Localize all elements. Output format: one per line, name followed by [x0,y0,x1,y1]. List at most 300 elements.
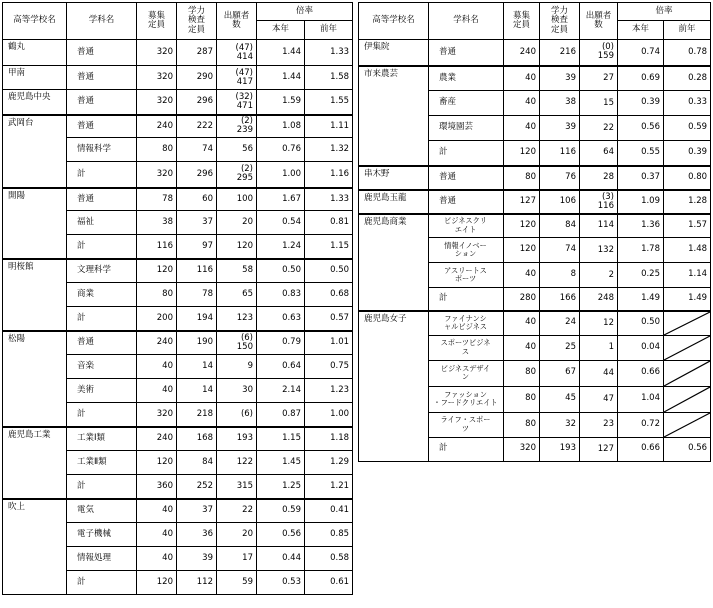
ratio-last-year-cell: 1.55 [305,90,353,115]
applicants-cell [580,437,618,461]
capacity-cell: 80 [504,412,540,437]
applicants-recommended-count: (32) [235,91,253,102]
ratio-last-year-cell: 0.39 [664,141,711,166]
school-name-cell: 鹿児島玉龍 [359,190,429,214]
test-capacity-cell: 24 [540,311,580,336]
table-row [359,66,711,91]
ratio-this-year-cell: 1.04 [618,386,664,412]
ratio-last-year-na-cell [664,335,711,360]
course-name-cell: アスリートス ポーツ [429,263,504,288]
ratio-last-year-cell: 1.49 [664,288,711,311]
ratio-last-year-na-cell [664,360,711,386]
course-name-cell: 計 [429,141,504,166]
ratio-this-year-cell: 0.04 [618,335,664,360]
ratio-this-year-cell: 0.56 [618,116,664,141]
ratio-this-year-cell: 0.74 [618,40,664,66]
applicants-count: 17 [242,553,253,564]
test-capacity-cell: 74 [540,238,580,263]
capacity-cell: 120 [504,141,540,166]
applicants-cell [580,91,618,116]
applicants-recommended-count: (6) [240,332,253,343]
ratio-this-year-cell: 1.44 [257,66,305,90]
test-capacity-cell: 8 [540,263,580,288]
applicants-cell [217,403,257,427]
applicants-count: 122 [236,457,253,468]
course-name-cell: ビジネスデザイ ン [429,360,504,386]
school-name-cell: 鹿児島工業 [3,427,67,499]
test-capacity-cell: 14 [177,355,217,379]
course-name-cell: 計 [67,475,137,499]
applicants-count: 100 [236,193,253,204]
applicants-count: 22 [242,505,253,516]
applicants-count: 193 [236,433,253,444]
applicants-cell [580,311,618,336]
test-capacity-cell: 32 [540,412,580,437]
applicants-cell [580,190,618,214]
ratio-this-year-cell: 0.83 [257,283,305,307]
applicants-count: 9 [247,361,253,372]
applicants-recommended-count: (6) [240,408,253,419]
ratio-last-year-cell: 1.48 [664,238,711,263]
applicants-count: 132 [597,244,614,255]
course-name-cell: 普通 [67,90,137,115]
applicants-count: 150 [236,341,253,352]
school-name-cell: 市来農芸 [359,66,429,166]
diagonal-slash [664,413,710,437]
applicants-count: 20 [242,217,253,228]
test-capacity-cell: 166 [540,288,580,311]
applicants-count: 56 [242,144,253,155]
test-capacity-cell: 194 [177,307,217,331]
applicants-recommended-count: (0) [601,42,614,53]
capacity-cell: 240 [504,40,540,66]
ratio-last-year-cell: 0.58 [305,547,353,571]
applicants-count: 2 [608,269,614,280]
ratio-this-year-cell: 1.59 [257,90,305,115]
applicants-count: 295 [236,173,253,184]
applicants-cell [217,547,257,571]
capacity-cell: 40 [137,547,177,571]
applicants-cell [217,162,257,188]
diagonal-slash [664,387,710,412]
test-capacity-cell: 39 [540,116,580,141]
ratio-last-year-na-cell [664,311,711,336]
test-capacity-cell: 190 [177,331,217,355]
ratio-last-year-cell: 1.01 [305,331,353,355]
test-capacity-cell: 290 [177,66,217,90]
test-capacity-cell: 74 [177,138,217,162]
applicants-count: 127 [597,443,614,454]
ratio-last-year-cell: 0.78 [664,40,711,66]
header-applicants: 出願者 数 [580,3,618,40]
applicants-cell [217,235,257,259]
course-name-cell: 環境園芸 [429,116,504,141]
ratio-last-year-cell: 1.33 [305,188,353,211]
capacity-cell: 200 [137,307,177,331]
course-name-cell: 計 [67,571,137,595]
course-name-cell: 工業Ⅰ類 [67,427,137,451]
applicants-cell [217,331,257,355]
applicants-count: 58 [242,265,253,276]
test-capacity-cell: 216 [540,40,580,66]
applicants-count: 30 [242,385,253,396]
applicants-cell [217,427,257,451]
ratio-this-year-cell: 0.39 [618,91,664,116]
applicants-count: 59 [242,577,253,588]
ratio-this-year-cell: 1.36 [618,214,664,238]
applicants-count: 28 [603,172,614,183]
course-name-cell: 普通 [67,188,137,211]
test-capacity-cell: 37 [177,499,217,523]
table-row [3,40,353,66]
capacity-cell: 78 [137,188,177,211]
capacity-cell: 40 [137,523,177,547]
capacity-cell: 320 [137,162,177,188]
ratio-last-year-cell: 1.23 [305,379,353,403]
capacity-cell: 40 [504,311,540,336]
ratio-last-year-cell: 1.15 [305,235,353,259]
capacity-cell: 280 [504,288,540,311]
ratio-this-year-cell: 1.44 [257,40,305,66]
test-capacity-cell: 97 [177,235,217,259]
applicants-cell [217,283,257,307]
ratio-this-year-cell: 0.54 [257,211,305,235]
school-name-cell: 甲南 [3,66,67,90]
applicants-count: 47 [603,393,614,404]
applicants-cell [580,238,618,263]
applicants-count: 123 [236,312,253,323]
applicants-cell [217,90,257,115]
ratio-this-year-cell: 1.08 [257,115,305,138]
course-name-cell: ビジネスクリ エイト [429,214,504,238]
course-name-cell: 電子機械 [67,523,137,547]
applicants-count: 471 [236,100,253,111]
applicants-count: 1 [608,342,614,353]
ratio-this-year-cell: 0.76 [257,138,305,162]
school-name-cell: 串木野 [359,166,429,190]
applicants-count: 65 [242,289,253,300]
capacity-cell: 80 [137,138,177,162]
applicants-cell [580,116,618,141]
ratio-last-year-na-cell [664,386,711,412]
applicants-recommended-count: (47) [235,42,253,53]
course-name-cell: 普通 [67,331,137,355]
capacity-cell: 40 [504,66,540,91]
table-row [359,311,711,336]
capacity-cell: 240 [137,115,177,138]
course-name-cell: 畜産 [429,91,504,116]
course-name-cell: 普通 [429,166,504,190]
applicants-cell [580,141,618,166]
ratio-this-year-cell: 0.59 [257,499,305,523]
course-name-cell: 計 [67,403,137,427]
left-admission-table [2,2,353,595]
test-capacity-cell: 39 [177,547,217,571]
applicants-cell [217,66,257,90]
applicants-cell [217,379,257,403]
applicants-cell [217,475,257,499]
ratio-this-year-cell: 1.25 [257,475,305,499]
table-row [3,499,353,523]
ratio-this-year-cell: 0.53 [257,571,305,595]
right-table-body [359,40,711,462]
header-school-name: 高等学校名 [3,3,67,40]
applicants-count: 44 [603,367,614,378]
table-row [359,40,711,66]
course-name-cell: ファッション ・フードクリエイト [429,386,504,412]
capacity-cell: 80 [504,386,540,412]
ratio-last-year-cell: 0.41 [305,499,353,523]
capacity-cell: 240 [137,427,177,451]
header-ratio: 倍率 [257,3,353,21]
course-name-cell: 音楽 [67,355,137,379]
applicants-count: 116 [597,200,614,211]
table-row [3,188,353,211]
test-capacity-cell: 78 [177,283,217,307]
school-name-cell: 鹿児島商業 [359,214,429,311]
course-name-cell: 福祉 [67,211,137,235]
capacity-cell: 320 [137,403,177,427]
header-ratio: 倍率 [618,3,711,21]
applicants-count: 414 [236,51,253,62]
ratio-last-year-cell: 1.11 [305,115,353,138]
header-applicants: 出願者 数 [217,3,257,40]
capacity-cell: 80 [137,283,177,307]
school-name-cell: 吹上 [3,499,67,595]
ratio-last-year-cell: 0.85 [305,523,353,547]
header-this-year: 本年 [257,21,305,40]
course-name-cell: 電気 [67,499,137,523]
test-capacity-cell: 112 [177,571,217,595]
test-capacity-cell: 67 [540,360,580,386]
ratio-this-year-cell: 0.56 [257,523,305,547]
ratio-this-year-cell: 2.14 [257,379,305,403]
applicants-cell [217,499,257,523]
table-row [359,166,711,190]
capacity-cell: 320 [137,90,177,115]
header-this-year: 本年 [618,21,664,40]
test-capacity-cell: 60 [177,188,217,211]
capacity-cell: 360 [137,475,177,499]
applicants-cell [217,307,257,331]
applicants-cell [217,40,257,66]
test-capacity-cell: 76 [540,166,580,190]
ratio-last-year-cell: 0.56 [664,437,711,461]
applicants-count: 64 [603,147,614,158]
applicants-cell [580,360,618,386]
ratio-this-year-cell: 0.63 [257,307,305,331]
applicants-cell [217,355,257,379]
applicants-count: 239 [236,125,253,136]
course-name-cell: 普通 [429,190,504,214]
ratio-this-year-cell: 0.64 [257,355,305,379]
applicants-count: 12 [603,317,614,328]
ratio-this-year-cell: 1.00 [257,162,305,188]
ratio-this-year-cell: 1.49 [618,288,664,311]
test-capacity-cell: 36 [177,523,217,547]
diagonal-slash [664,312,710,335]
capacity-cell: 40 [137,355,177,379]
header-test-capacity: 学力 検査 定員 [540,3,580,40]
test-capacity-cell: 106 [540,190,580,214]
school-name-cell: 鶴丸 [3,40,67,66]
applicants-cell [580,335,618,360]
ratio-this-year-cell: 0.44 [257,547,305,571]
applicants-cell [580,166,618,190]
capacity-cell: 40 [504,335,540,360]
course-name-cell: 計 [429,437,504,461]
diagonal-slash [664,361,710,386]
applicants-recommended-count: (3) [601,191,614,202]
ratio-last-year-cell: 1.16 [305,162,353,188]
ratio-this-year-cell: 0.50 [618,311,664,336]
school-name-cell: 鹿児島女子 [359,311,429,462]
ratio-last-year-cell: 0.33 [664,91,711,116]
test-capacity-cell: 39 [540,66,580,91]
course-name-cell: 工業Ⅱ類 [67,451,137,475]
ratio-last-year-cell: 1.00 [305,403,353,427]
course-name-cell: 計 [67,307,137,331]
capacity-cell: 120 [137,259,177,283]
table-row [3,331,353,355]
header-last-year: 前年 [664,21,711,40]
header-course-name: 学科名 [67,3,137,40]
ratio-last-year-cell: 1.18 [305,427,353,451]
ratio-last-year-cell: 0.81 [305,211,353,235]
ratio-last-year-cell: 1.32 [305,138,353,162]
applicants-cell [217,188,257,211]
capacity-cell: 38 [137,211,177,235]
ratio-last-year-cell: 0.80 [664,166,711,190]
ratio-this-year-cell: 0.66 [618,360,664,386]
applicants-count: 20 [242,529,253,540]
applicants-count: 120 [236,240,253,251]
applicants-cell [217,571,257,595]
applicants-cell [217,138,257,162]
ratio-last-year-cell: 0.75 [305,355,353,379]
table-row [3,66,353,90]
test-capacity-cell: 287 [177,40,217,66]
capacity-cell: 40 [504,91,540,116]
header-last-year: 前年 [305,21,353,40]
header-test-capacity: 学力 検査 定員 [177,3,217,40]
ratio-this-year-cell: 0.55 [618,141,664,166]
test-capacity-cell: 218 [177,403,217,427]
course-name-cell: ライフ・スポー ツ [429,412,504,437]
ratio-last-year-cell: 1.14 [664,263,711,288]
applicants-cell [580,40,618,66]
applicants-cell [580,412,618,437]
capacity-cell: 120 [504,238,540,263]
table-row [3,259,353,283]
test-capacity-cell: 37 [177,211,217,235]
table-row [359,190,711,214]
table-row [3,90,353,115]
course-name-cell: ファイナンシ ャルビジネス [429,311,504,336]
ratio-last-year-cell: 1.57 [664,214,711,238]
ratio-last-year-cell: 0.28 [664,66,711,91]
course-name-cell: 情報イノベー ション [429,238,504,263]
ratio-this-year-cell: 0.50 [257,259,305,283]
applicants-cell [217,259,257,283]
capacity-cell: 120 [137,451,177,475]
test-capacity-cell: 84 [540,214,580,238]
capacity-cell: 80 [504,166,540,190]
ratio-this-year-cell: 1.09 [618,190,664,214]
school-name-cell: 鹿児島中央 [3,90,67,115]
ratio-last-year-cell: 1.29 [305,451,353,475]
applicants-count: 23 [603,419,614,430]
capacity-cell: 40 [504,263,540,288]
ratio-this-year-cell: 1.15 [257,427,305,451]
ratio-last-year-cell: 1.28 [664,190,711,214]
test-capacity-cell: 14 [177,379,217,403]
course-name-cell: 情報科学 [67,138,137,162]
capacity-cell: 320 [137,66,177,90]
test-capacity-cell: 116 [540,141,580,166]
header-course-name: 学科名 [429,3,504,40]
table-row [359,214,711,238]
course-name-cell: 計 [67,235,137,259]
applicants-recommended-count: (47) [235,67,253,78]
applicants-count: 248 [597,293,614,304]
ratio-this-year-cell: 0.66 [618,437,664,461]
header-capacity: 募集 定員 [137,3,177,40]
course-name-cell: 計 [67,162,137,188]
test-capacity-cell: 193 [540,437,580,461]
ratio-last-year-cell: 1.21 [305,475,353,499]
ratio-this-year-cell: 0.79 [257,331,305,355]
test-capacity-cell: 25 [540,335,580,360]
ratio-last-year-cell: 0.68 [305,283,353,307]
capacity-cell: 40 [137,379,177,403]
ratio-last-year-cell: 0.61 [305,571,353,595]
test-capacity-cell: 168 [177,427,217,451]
ratio-this-year-cell: 1.78 [618,238,664,263]
capacity-cell: 120 [137,571,177,595]
applicants-cell [580,66,618,91]
applicants-cell [580,386,618,412]
applicants-cell [580,288,618,311]
course-name-cell: 普通 [429,40,504,66]
course-name-cell: 農業 [429,66,504,91]
ratio-this-year-cell: 1.67 [257,188,305,211]
test-capacity-cell: 38 [540,91,580,116]
course-name-cell: 美術 [67,379,137,403]
applicants-cell [580,214,618,238]
ratio-this-year-cell: 1.45 [257,451,305,475]
school-name-cell: 武岡台 [3,115,67,188]
capacity-cell: 320 [504,437,540,461]
table-row [3,427,353,451]
left-table-body [3,40,353,595]
applicants-count: 27 [603,72,614,83]
right-admission-table [358,2,711,462]
applicants-cell [217,523,257,547]
school-name-cell: 明桜館 [3,259,67,331]
applicants-count: 159 [597,51,614,62]
applicants-cell [217,451,257,475]
capacity-cell: 40 [504,116,540,141]
school-name-cell: 伊集院 [359,40,429,66]
ratio-this-year-cell: 0.69 [618,66,664,91]
test-capacity-cell: 116 [177,259,217,283]
capacity-cell: 127 [504,190,540,214]
ratio-this-year-cell: 0.37 [618,166,664,190]
applicants-recommended-count: (2) [240,164,253,175]
applicants-count: 22 [603,122,614,133]
table-row [3,115,353,138]
